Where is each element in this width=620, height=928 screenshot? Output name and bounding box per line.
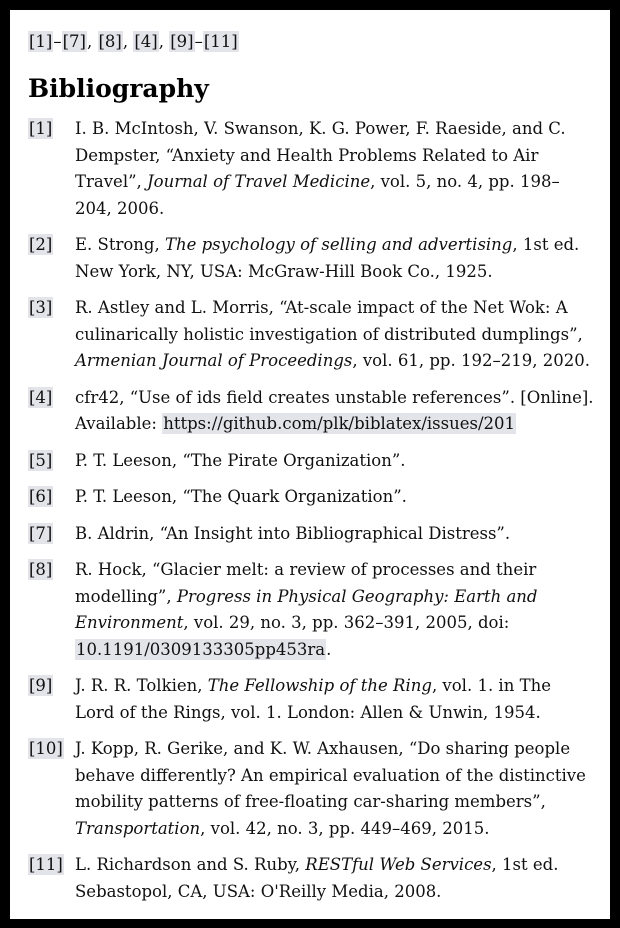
document-page [10, 10, 610, 919]
reference-label-cell [28, 852, 75, 879]
reference-label-link[interactable]: [9] [29, 676, 53, 695]
reference-title-italic: Transportation [75, 818, 201, 838]
reference-text [75, 521, 595, 548]
reference-label-cell [28, 232, 75, 259]
reference-text-segment: . [326, 639, 332, 659]
reference-label-cell [28, 736, 75, 763]
reference-text-segment: B. Aldrin, “An Insight into Bibliographical Distress”. [75, 523, 511, 543]
reference-text-segment: J. R. R. Tolkien, [75, 676, 208, 695]
reference-entry [28, 484, 595, 511]
reference-label-link[interactable]: [1] [29, 119, 53, 138]
reference-url-link[interactable]: 10.1191/0309133305pp453ra [76, 639, 326, 659]
reference-text [75, 385, 595, 438]
reference-entry [28, 448, 595, 475]
reference-title-italic: Progress in Physical Geography: Earth and Environment [75, 586, 538, 632]
reference-text-segment: , vol. 61, pp. 192–219, 2020. [352, 351, 590, 370]
reference-label-link[interactable]: [11] [29, 855, 63, 874]
citation-separator: – [53, 32, 62, 51]
reference-text-segment: J. Kopp, R. Gerike, and K. W. Axhausen, “Do sharing people behave differently? An empirical evaluation of the distinctive mobility patterns of free-floating car-sharing members”, [75, 739, 586, 811]
reference-text-segment: , vol. 1. in The Lord of the Rings, vol. 1. London: Allen & Unwin, 1954. [75, 676, 551, 722]
reference-entry [28, 852, 595, 905]
reference-text [75, 295, 595, 375]
reference-text-segment: , 1st ed. Sebastopol, CA, USA: O'Reilly Media, 2008. [75, 855, 559, 901]
reference-title-italic: The Fellowship of the Ring [207, 676, 432, 695]
reference-label-cell [28, 116, 75, 143]
reference-text [75, 736, 595, 842]
reference-entry [28, 232, 595, 285]
citation-ref-link[interactable]: [11] [203, 32, 238, 51]
reference-list [28, 116, 595, 905]
reference-text-segment: L. Richardson and S. Ruby, [75, 855, 306, 874]
reference-label-link[interactable]: [2] [29, 235, 53, 254]
reference-text [75, 484, 595, 511]
reference-text-segment: P. T. Leeson, “The Quark Organization”. [75, 487, 407, 506]
reference-label-cell [28, 521, 75, 548]
reference-label-link[interactable]: [6] [29, 487, 53, 506]
reference-text [75, 673, 595, 726]
reference-label-cell [28, 557, 75, 584]
reference-text-segment: R. Astley and L. Morris, “At-scale impact of the Net Wok: A culinarically holistic investigation of distributed dumplings”, [75, 298, 583, 344]
citation-line [28, 29, 595, 55]
reference-entry [28, 116, 595, 222]
citation-separator: – [194, 32, 203, 51]
reference-entry [28, 295, 595, 375]
reference-label-cell [28, 484, 75, 511]
reference-text-segment: E. Strong, [75, 235, 165, 254]
reference-text [75, 116, 595, 222]
reference-text [75, 852, 595, 905]
reference-text [75, 557, 595, 663]
reference-label-cell [28, 448, 75, 475]
reference-label-link[interactable]: [10] [29, 739, 63, 758]
reference-label-cell [28, 673, 75, 700]
citation-ref-link[interactable]: [8] [98, 32, 122, 51]
reference-text-segment: R. Hock, “Glacier melt: a review of processes and their modelling”, [75, 560, 537, 606]
reference-label-cell [28, 295, 75, 322]
reference-text-segment: P. T. Leeson, “The Pirate Organization”. [75, 450, 406, 470]
citation-separator: , [122, 32, 134, 51]
reference-entry [28, 673, 595, 726]
reference-text-segment: , vol. 29, no. 3, pp. 362–391, 2005, doi: [183, 613, 510, 632]
reference-entry [28, 557, 595, 663]
reference-text-segment: , 1st ed. New York, NY, USA: McGraw-Hill Book Co., 1925. [75, 235, 580, 281]
reference-text [75, 232, 595, 285]
reference-text [75, 448, 595, 475]
bibliography-heading: Bibliography [28, 74, 209, 103]
citation-separator: , [87, 32, 98, 51]
reference-label-cell [28, 385, 75, 412]
reference-text-segment: , vol. 5, no. 4, pp. 198–204, 2006. [75, 172, 560, 218]
reference-title-italic: RESTful Web Services [305, 855, 492, 874]
citation-ref-link[interactable]: [7] [62, 32, 86, 51]
reference-entry [28, 385, 595, 438]
reference-title-italic: Journal of Travel Medicine [147, 172, 371, 191]
reference-text-segment: , vol. 42, no. 3, pp. 449–469, 2015. [200, 818, 490, 838]
citation-ref-link[interactable]: [9] [170, 32, 194, 51]
reference-entry [28, 736, 595, 842]
reference-label-link[interactable]: [4] [29, 387, 53, 407]
reference-text-segment: I. B. McIntosh, V. Swanson, K. G. Power, F. Raeside, and C. Dempster, “Anxiety and Health Problems Related to Air Travel”, [75, 119, 566, 191]
reference-label-link[interactable]: [8] [29, 560, 53, 579]
reference-title-italic: Armenian Journal of Proceedings [75, 351, 353, 370]
citation-separator: , [158, 32, 170, 51]
reference-entry [28, 521, 595, 548]
citation-ref-link[interactable]: [4] [134, 32, 158, 51]
reference-url-link[interactable]: https://github.com/plk/biblatex/issues/201 [163, 414, 516, 433]
reference-label-link[interactable]: [3] [29, 298, 53, 317]
reference-label-link[interactable]: [7] [29, 523, 53, 543]
reference-title-italic: The psychology of selling and advertising [164, 235, 513, 254]
citation-ref-link[interactable]: [1] [29, 32, 53, 51]
reference-label-link[interactable]: [5] [29, 450, 53, 470]
reference-text-segment: cfr42, “Use of ids field creates unstable references”. [Online]. Available: [75, 387, 594, 433]
